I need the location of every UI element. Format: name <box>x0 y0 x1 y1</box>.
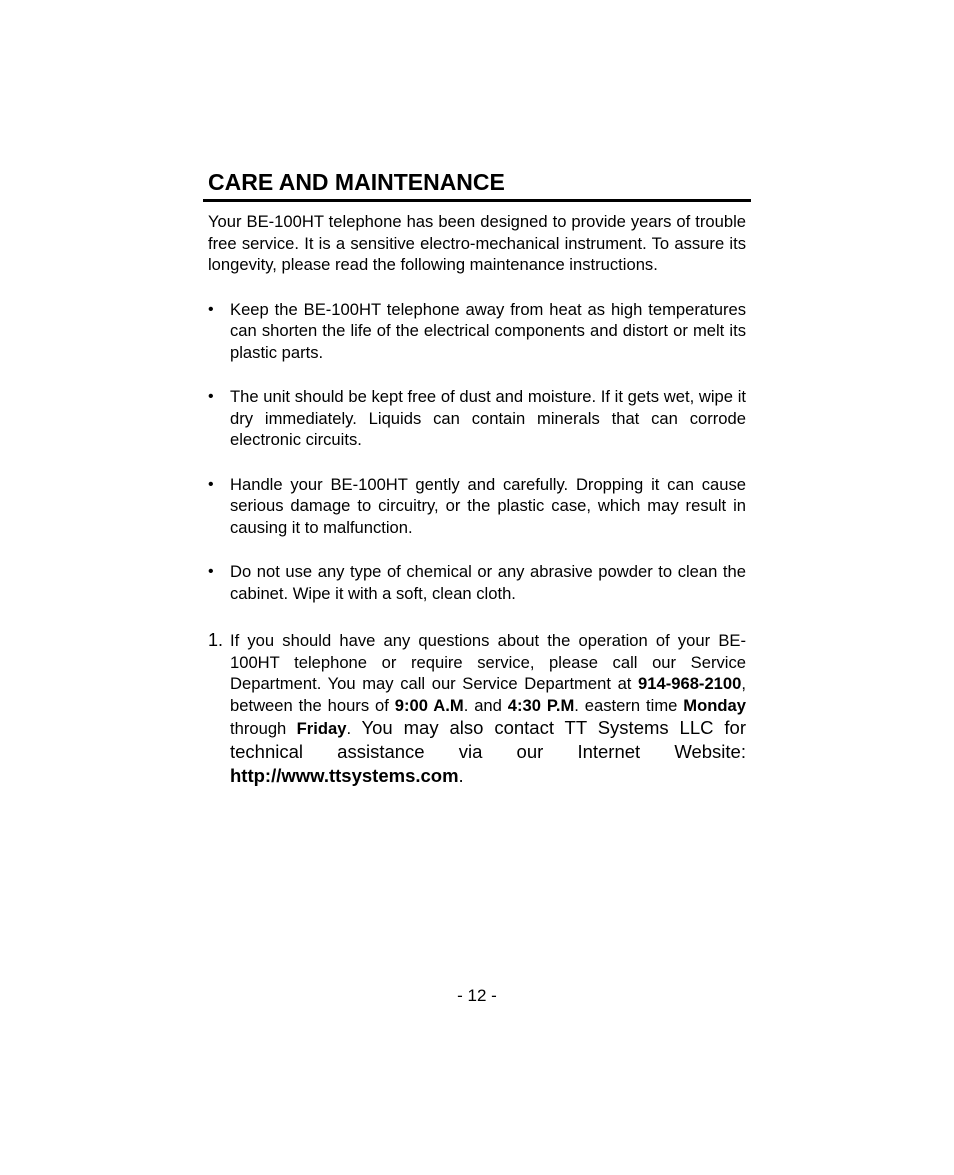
bullet-icon: • <box>208 563 214 580</box>
service-text: . and <box>463 695 508 715</box>
service-contact-text: You may also contact TT Systems LLC for technical assistance via our Internet Website: <box>230 717 747 762</box>
section-title: CARE AND MAINTENANCE <box>208 169 505 195</box>
page-number: - 12 - <box>457 986 497 1005</box>
maintenance-item-text: The unit should be kept free of dust and moisture. If it gets wet, wipe it dry immediately. Liquids can contain minerals that can corrode electronic circuits. <box>230 387 746 449</box>
service-text: . <box>346 719 362 738</box>
service-close-time: 4:30 P.M <box>507 695 575 715</box>
service-text: through <box>230 719 297 738</box>
maintenance-item <box>208 561 746 604</box>
item-number: 1. <box>208 630 224 650</box>
website-link[interactable]: http://www.ttsystems.com <box>230 765 459 786</box>
bullet-icon: • <box>208 475 214 493</box>
maintenance-item-text: Handle your BE-100HT gently and carefully. Dropping it can cause serious damage to circuitry, or the plastic case, which may result in causing it to malfunction. <box>230 474 746 537</box>
service-day-end: Friday <box>296 719 347 738</box>
service-text: . <box>458 765 464 786</box>
bullet-icon: • <box>208 300 214 318</box>
maintenance-item-text: Keep the BE-100HT telephone away from heat as high temperatures can shorten the life of the electrical components and distort or melt its plastic parts. <box>230 299 746 362</box>
document-page <box>208 168 746 788</box>
service-text: . eastern time <box>574 695 684 715</box>
service-text: If you should have any questions about the operation of your BE-100HT telephone or require service, please call our Service Department. You may call our Service Department at <box>230 631 746 693</box>
service-text: , between the hours of <box>230 674 746 715</box>
service-open-time: 9:00 A.M <box>394 695 464 715</box>
service-day-start: Monday <box>683 695 746 715</box>
maintenance-item <box>208 386 746 451</box>
maintenance-item <box>208 474 746 539</box>
title-underline <box>203 199 751 202</box>
service-phone: 914-968-2100 <box>638 674 742 693</box>
intro-paragraph: Your BE-100HT telephone has been designed to provide years of trouble free service. It is a sensitive electro-mechanical instrument. To assure its longevity, please read the following maintenance instructions. <box>208 212 746 274</box>
maintenance-item-text: Do not use any type of chemical or any abrasive powder to clean the cabinet. Wipe it with a soft, clean cloth. <box>230 562 746 603</box>
service-info-item <box>208 630 746 788</box>
maintenance-list <box>208 299 746 605</box>
bullet-icon: • <box>208 388 214 405</box>
maintenance-item <box>208 299 746 364</box>
